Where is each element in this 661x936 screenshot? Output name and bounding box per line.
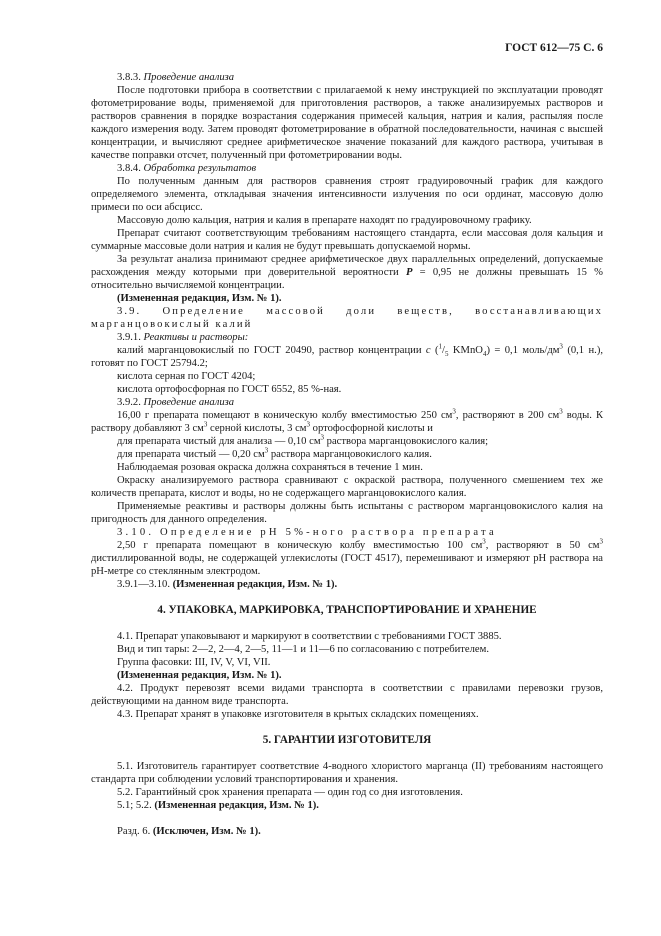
text: (0,1 н.), готовят по ГОСТ 25794.2;: [91, 345, 603, 369]
section-5-title: 5. ГАРАНТИИ ИЗГОТОВИТЕЛЯ: [262, 734, 432, 746]
text: , растворяют в 200 см: [455, 410, 560, 421]
superscript: 3: [320, 433, 325, 442]
amendment-note: (Измененная редакция, Изм. № 1).: [117, 670, 282, 681]
text: серной кислоты, 3 см: [207, 423, 307, 434]
section-3-9-1-heading: [91, 331, 603, 344]
section-title: Обработка результатов: [143, 163, 257, 174]
text: ) = 0,1 моль/дм: [486, 345, 560, 356]
document-body: [91, 71, 603, 838]
superscript: 3: [482, 537, 486, 546]
formula-var: c: [425, 345, 431, 356]
superscript: 3: [306, 420, 310, 429]
text: калий марганцовокислый по ГОСТ 20490, раствор концентрации: [117, 345, 426, 356]
paragraph: Массовую долю кальция, натрия и калия в препарате находят по градуировочному графику.: [117, 215, 532, 226]
section-number: 3.8.4.: [117, 163, 141, 174]
superscript: 1: [438, 342, 443, 351]
paragraph: Применяемые реактивы и растворы должны быть испытаны с раствором марганцовокислого калия на пригодность для данного определения.: [91, 501, 603, 525]
paragraph: По полученным данным для растворов сравнения строят градуировочный график для каждого определяемого элемента, откладывая значения интенсивности излучения по оси ординат, массовую долю примеси по оси абсцисс.: [91, 176, 603, 213]
amendment-note: (Измененная редакция, Изм. № 1).: [117, 293, 282, 304]
paragraph: [91, 448, 603, 461]
text: ортофосфорной кислоты и: [310, 423, 433, 434]
section-6-note: [91, 825, 603, 838]
section-title: Реактивы и растворы:: [143, 332, 249, 343]
page-header: ГОСТ 612—75 С. 6: [505, 42, 603, 54]
paragraph: После подготовки прибора в соответствии с прилагаемой к нему инструкцией по эксплуатации проводят фотометрирование воды, применяемой для приготовления растворов, а также анализируемых растворов и растворов сравнения в порядке возрастания содержания примесей кальция, натрия и калия, распыляя после каждого измерения воду. Затем проводят фотометрирование в обратной последовательности, начиная с высшей концентрации, и вычисляют среднее арифметическое значение показаний для каждого раствора, учитывая в качестве поправки отсчет, полученный при фотометрировании воды.: [91, 85, 603, 161]
superscript: 3: [559, 342, 563, 351]
subscript: 5: [445, 350, 449, 359]
section-number: 3.8.3.: [117, 72, 141, 83]
superscript: 3: [452, 407, 456, 416]
paragraph: Группа фасовки: III, IV, V, VI, VII.: [117, 657, 271, 668]
section-number: 3.9.2.: [117, 397, 141, 408]
text: , растворяют в 50 см: [485, 540, 600, 551]
paragraph: [91, 435, 603, 448]
text: раствора марганцовокислого калия;: [324, 436, 489, 447]
paragraph: 5.1. Изготовитель гарантирует соответствие 4-водного хлористого марганца (II) требованиям настоящего стандарта при соблюдении условий транспортирования и хранения.: [91, 761, 603, 785]
paragraph: [91, 539, 603, 578]
paragraph: 4.1. Препарат упаковывают и маркируют в соответствии с требованиями ГОСТ 3885.: [117, 631, 502, 642]
amendment-text: (Исключен, Изм. № 1).: [152, 826, 261, 837]
paragraph: Препарат считают соответствующим требованиям настоящего стандарта, если массовая доля кальция и суммарные массовые доли натрия и калия не будут превышать допускаемой нормы.: [91, 228, 603, 252]
reagent-item: кислота ортофосфорная по ГОСТ 6552, 85 %-ная.: [117, 384, 342, 395]
paragraph: Окраску анализируемого раствора сравнивают с окраской раствора, полученного смешением тех же количеств препарата, кислот и воды, но не содержащего марганцовокислого калия.: [91, 475, 603, 499]
text: дистиллированной воды, не содержащей углекислоты (ГОСТ 4517), перемешивают и измеряют pH раствора на pH-метре со стеклянным электродом.: [91, 553, 603, 577]
reagent-item: кислота серная по ГОСТ 4204;: [117, 371, 256, 382]
amendment-text: (Измененная редакция, Изм. № 1).: [154, 800, 319, 811]
section-3-9-2-heading: [91, 396, 603, 409]
paragraph: 4.2. Продукт перевозят всеми видами транспорта в соответствии с правилами перевозки грузов, действующими на данном виде транспорта.: [91, 683, 603, 707]
section-3-10-heading: 3.10. Определение pH 5%-ного раствора препарата: [117, 527, 497, 538]
text: для препарата чистый для анализа — 0,10 см: [117, 436, 321, 447]
section-title: Проведение анализа: [143, 72, 235, 83]
amendment-note: [91, 799, 603, 812]
text: Разд. 6.: [117, 826, 153, 837]
section-title: Проведение анализа: [143, 397, 235, 408]
section-number: 3.9.1.: [117, 332, 141, 343]
text: раствора марганцовокислого калия.: [268, 449, 432, 460]
paragraph: 4.3. Препарат хранят в упаковке изготовителя в крытых складских помещениях.: [117, 709, 479, 720]
section-3-8-3-heading: [91, 71, 603, 84]
amendment-text: (Измененная редакция, Изм. № 1).: [172, 579, 338, 590]
reagent-item: калий марганцовокислый по ГОСТ 20490, раствор концентрации c ($^1/_5$ KMnO$_4$) = 0,1 моль/$дм^3$ (0,1 н.), готовят по ГОСТ 25794.2;: [91, 342, 603, 369]
superscript: 3: [203, 420, 208, 429]
text: 5.1; 5.2.: [117, 800, 155, 811]
text: KMnO: [448, 345, 483, 356]
paragraph: [91, 253, 603, 292]
text: 3.9.1—3.10.: [117, 579, 173, 590]
paragraph: Наблюдаемая розовая окраска должна сохраняться в течение 1 мин.: [117, 462, 423, 473]
section-4-title: 4. УПАКОВКА, МАРКИРОВКА, ТРАНСПОРТИРОВАНИЕ И ХРАНЕНИЕ: [157, 604, 537, 616]
superscript: 3: [599, 537, 604, 546]
text: 2,50 г препарата помещают в коническую колбу вместимостью 100 см: [117, 540, 483, 551]
amendment-note: [91, 578, 603, 591]
paragraph: [91, 409, 603, 435]
superscript: 3: [559, 407, 563, 416]
section-3-8-4-heading: [91, 162, 603, 175]
text: 16,00 г препарата помещают в коническую колбу вместимостью 250 см: [117, 410, 453, 421]
formula-var: P: [405, 267, 413, 278]
paragraph: Вид и тип тары: 2—2, 2—4, 2—5, 11—1 и 11—6 по согласованию с потребителем.: [117, 644, 489, 655]
text: = 0,95 не должны превышать 15 % относительно вычисляемой концентрации.: [91, 267, 603, 291]
subscript: 4: [482, 350, 487, 359]
text: За результат анализа принимают среднее арифметическое двух параллельных определений, допускаемые расхождения между которыми при доверительной вероятности: [91, 254, 603, 278]
text: (: [430, 345, 439, 356]
paragraph: 5.2. Гарантийный срок хранения препарата — один год со дня изготовления.: [117, 787, 463, 798]
text: для препарата чистый — 0,20 см: [117, 449, 265, 460]
superscript: 3: [264, 446, 269, 455]
section-3-9-heading: 3.9. Определение массовой доли веществ, восстанавливающих марганцовокислый калий: [91, 306, 603, 330]
text: воды. К раствору добавляют 3 см: [91, 410, 604, 434]
